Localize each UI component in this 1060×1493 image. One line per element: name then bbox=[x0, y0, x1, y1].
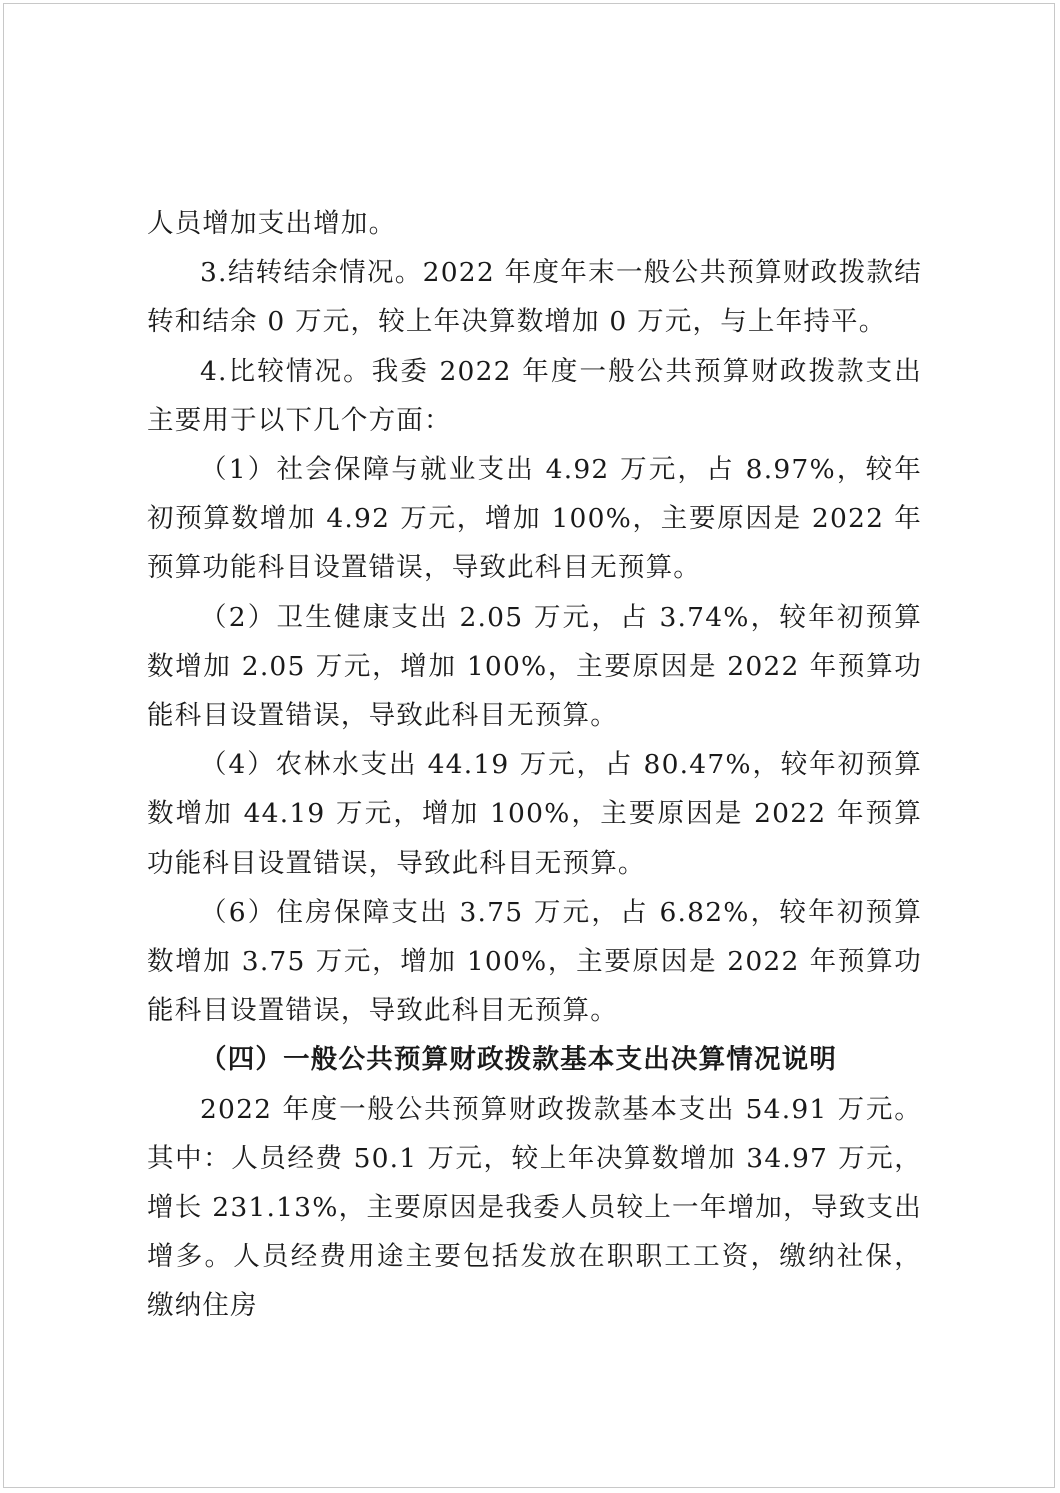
paragraph-health: （2）卫生健康支出 2.05 万元，占 3.74%，较年初预算数增加 2.05 万元，增加 100%，主要原因是 2022 年预算功能科目设置错误，导致此科目无预算。 bbox=[147, 601, 922, 732]
section-heading: （四）一般公共预算财政拨款基本支出决算情况说明 bbox=[200, 1044, 838, 1076]
paragraph-agriculture: （4）农林水支出 44.19 万元，占 80.47%，较年初预算数增加 44.19 万元，增加 100%，主要原因是 2022 年预算功能科目设置错误，导致此科目无预算。 bbox=[147, 749, 922, 879]
paragraph-basic-expenditure: 2022 年度一般公共预算财政拨款基本支出 54.91 万元。其中：人员经费 50.1 万元，较上年决算数增加 34.97 万元，增长 231.13%，主要原因是我委人员较上一年增加，导致支出增多。人员经费用途主要包括发放在职职工工资，缴纳社保，缴纳住房 bbox=[147, 1093, 922, 1322]
paragraph-comparison: 4.比较情况。我委 2022 年度一般公共预算财政拨款支出主要用于以下几个方面： bbox=[147, 355, 922, 436]
paragraph-social-security: （1）社会保障与就业支出 4.92 万元，占 8.97%，较年初预算数增加 4.92 万元，增加 100%，主要原因是 2022 年预算功能科目设置错误，导致此科目无预算。 bbox=[147, 454, 922, 584]
paragraph-carryover: 3.结转结余情况。2022 年度年末一般公共预算财政拨款结转和结余 0 万元，较上年决算数增加 0 万元，与上年持平。 bbox=[147, 257, 922, 338]
paragraph-housing: （6）住房保障支出 3.75 万元，占 6.82%，较年初预算数增加 3.75 万元，增加 100%，主要原因是 2022 年预算功能科目设置错误，导致此科目无预算。 bbox=[147, 896, 922, 1027]
document-page bbox=[3, 3, 1055, 1488]
paragraph-staff-increase: 人员增加支出增加。 bbox=[147, 208, 397, 239]
document-body bbox=[147, 199, 922, 1331]
